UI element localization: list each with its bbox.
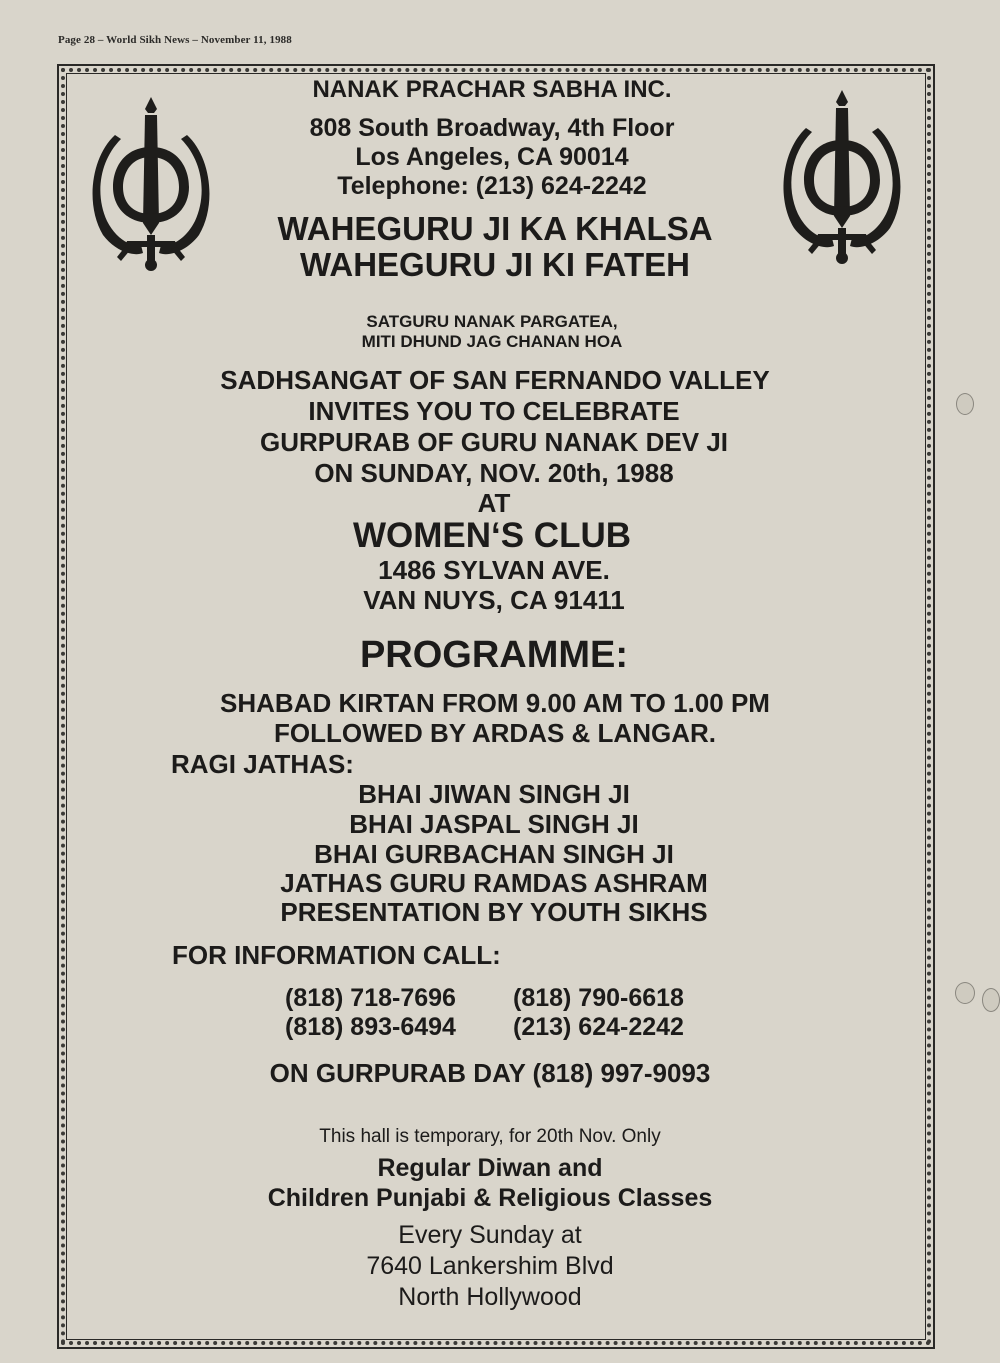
info-label: FOR INFORMATION CALL: xyxy=(172,940,501,970)
punch-hole xyxy=(955,982,975,1004)
ragi-jathas-label: RAGI JATHAS: xyxy=(171,749,354,779)
info-phone: (818) 790-6618 xyxy=(513,984,684,1012)
venue-street: 1486 SYLVAN AVE. xyxy=(378,555,610,585)
verse-line1: SATGURU NANAK PARGATEA, xyxy=(366,312,618,331)
gurpurab-day-phone: ON GURPURAB DAY (818) 997-9093 xyxy=(269,1058,711,1088)
ragi-item: JATHAS GURU RAMDAS ASHRAM xyxy=(280,868,708,898)
programme-heading: PROGRAMME: xyxy=(359,634,629,676)
invitation-line3: GURPURAB OF GURU NANAK DEV JI xyxy=(259,427,729,457)
temporary-hall-note: This hall is temporary, for 20th Nov. Only xyxy=(319,1126,661,1147)
ragi-item: BHAI JIWAN SINGH JI xyxy=(358,779,630,809)
newspaper-page-header: Page 28 – World Sikh News – November 11, 1988 xyxy=(58,34,292,46)
invitation-date: ON SUNDAY, NOV. 20th, 1988 xyxy=(314,458,674,488)
org-name: NANAK PRACHAR SABHA INC. xyxy=(312,76,672,103)
invitation-line2: INVITES YOU TO CELEBRATE xyxy=(308,396,680,426)
greeting-line2: WAHEGURU JI KI FATEH xyxy=(300,246,690,283)
venue-name: WOMEN‘S CLUB xyxy=(352,516,632,555)
programme-line1: SHABAD KIRTAN FROM 9.00 AM TO 1.00 PM xyxy=(220,688,770,718)
ragi-item: PRESENTATION BY YOUTH SIKHS xyxy=(280,897,708,927)
every-sunday: Every Sunday at xyxy=(398,1221,582,1249)
greeting-line1: WAHEGURU JI KA KHALSA xyxy=(277,210,713,247)
regular-location-city: North Hollywood xyxy=(398,1283,582,1311)
regular-diwan-line2: Children Punjabi & Religious Classes xyxy=(267,1184,713,1212)
org-address-line2: Los Angeles, CA 90014 xyxy=(355,143,629,171)
regular-diwan-line1: Regular Diwan and xyxy=(377,1154,603,1182)
info-phone: (818) 893-6494 xyxy=(285,1013,456,1041)
org-telephone: Telephone: (213) 624-2242 xyxy=(337,172,647,200)
programme-line2: FOLLOWED BY ARDAS & LANGAR. xyxy=(274,718,716,748)
info-phone: (213) 624-2242 xyxy=(513,1013,684,1041)
invitation-at: AT xyxy=(477,488,511,518)
verse-line2: MITI DHUND JAG CHANAN HOA xyxy=(361,332,623,351)
regular-location-street: 7640 Lankershim Blvd xyxy=(366,1252,614,1280)
ragi-item: BHAI JASPAL SINGH JI xyxy=(349,809,639,839)
punch-hole xyxy=(982,988,1000,1012)
punch-hole xyxy=(956,393,974,415)
ragi-item: BHAI GURBACHAN SINGH JI xyxy=(314,839,674,869)
venue-city: VAN NUYS, CA 91411 xyxy=(363,585,625,615)
info-phone: (818) 718-7696 xyxy=(285,984,456,1012)
org-address-line1: 808 South Broadway, 4th Floor xyxy=(309,114,675,142)
invitation-line1: SADHSANGAT OF SAN FERNANDO VALLEY xyxy=(220,365,770,395)
